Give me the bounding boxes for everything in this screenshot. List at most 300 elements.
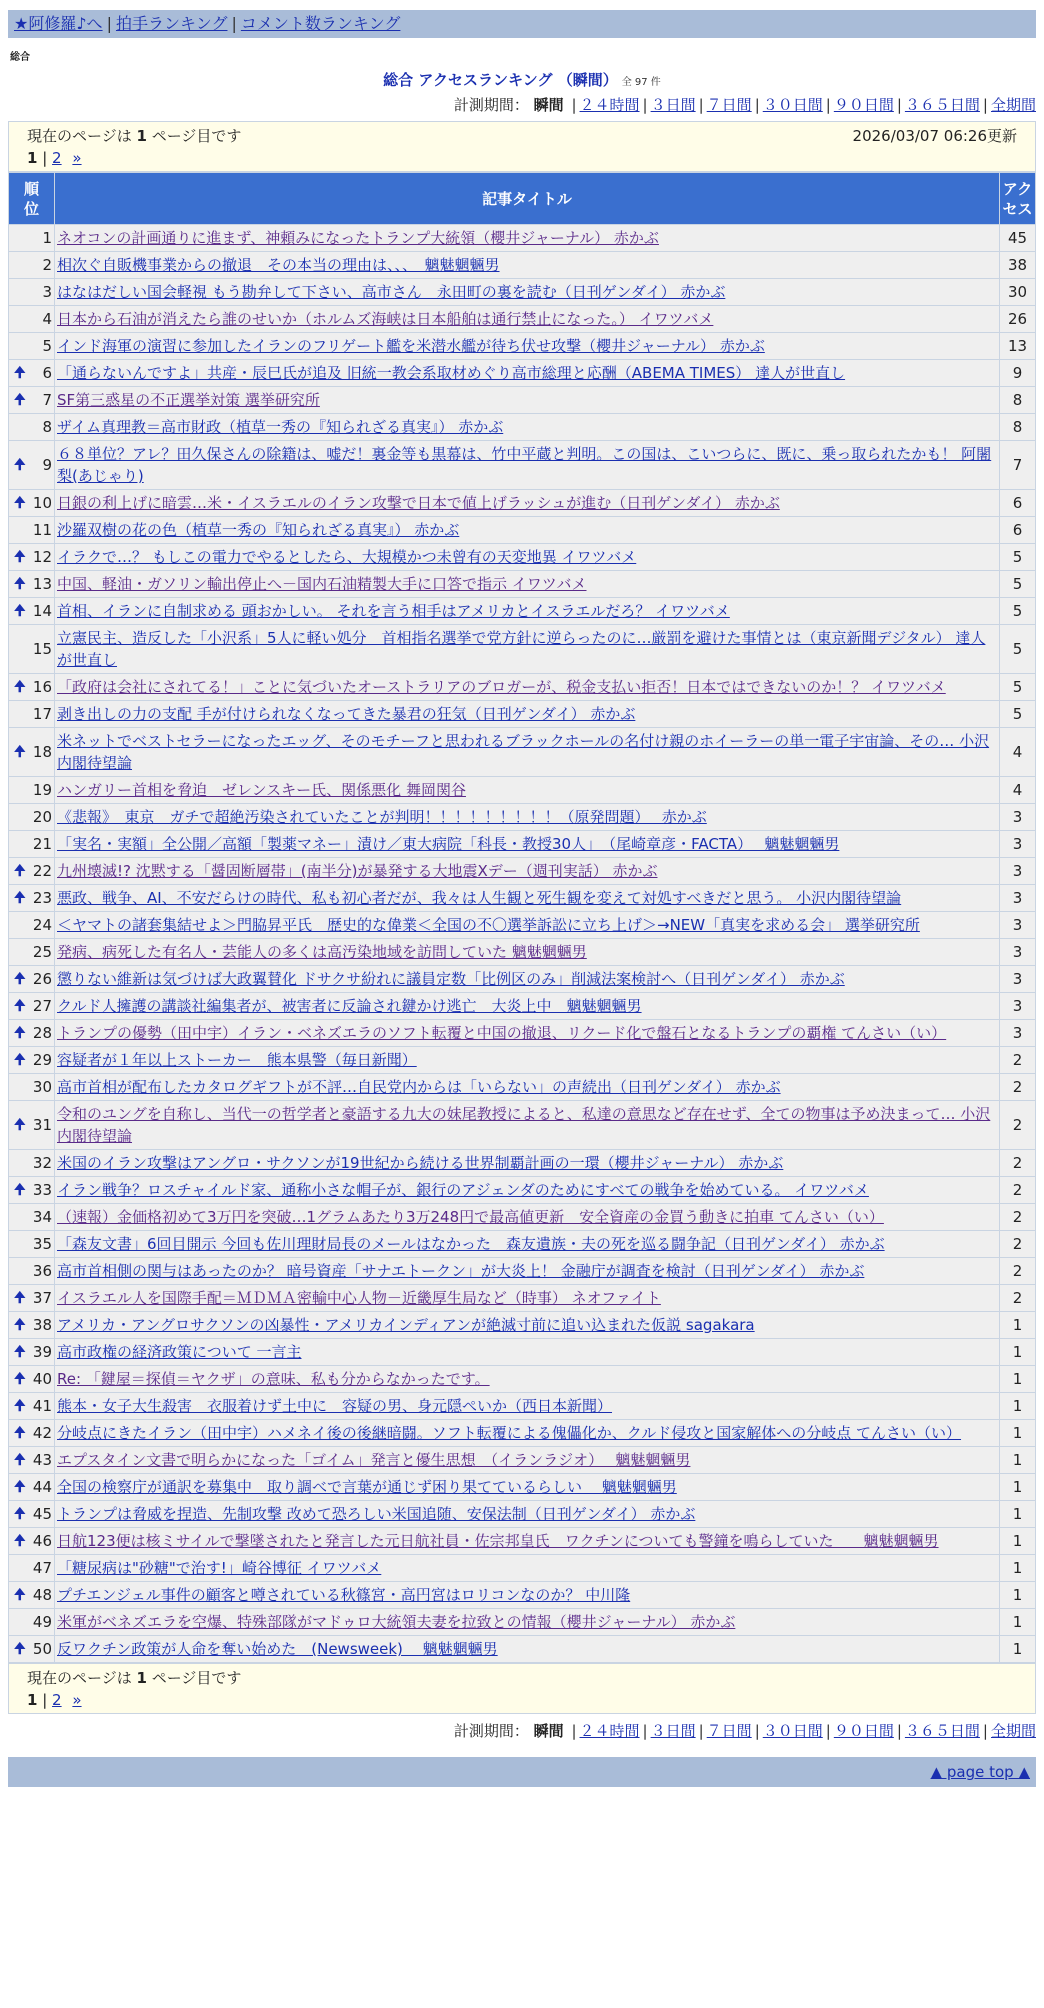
- title-cell: [55, 1312, 1000, 1339]
- next-page-link-bottom[interactable]: »: [72, 1691, 82, 1709]
- updated-time: 2026/03/07 06:26更新: [852, 127, 1017, 145]
- article-title-link[interactable]: 「政府は会社にされてる！」ことに気づいたオーストラリアのブロガーが、税金支払い拒否！日本ではできないのか！？ イワツバメ: [57, 678, 946, 696]
- rank-up-arrow-icon: 🠉: [14, 1344, 26, 1360]
- access-count: 5: [1000, 571, 1036, 598]
- page-status: 現在のページは 1 ページ目です: [27, 127, 242, 145]
- clap-ranking-link[interactable]: 拍手ランキング: [115, 14, 228, 33]
- access-count: 8: [1000, 414, 1036, 441]
- table-row: [9, 993, 1036, 1020]
- title-cell: [55, 1555, 1000, 1582]
- title-cell: [55, 306, 1000, 333]
- table-row: [9, 490, 1036, 517]
- nav-separator: |: [231, 14, 237, 33]
- article-title-link[interactable]: イスラエル人を国際手配＝ＭＤＭＡ密輸中心人物－近畿厚生局など（時事） ネオファイト: [57, 1289, 661, 1307]
- access-count: 1: [1000, 1555, 1036, 1582]
- table-row: [9, 1528, 1036, 1555]
- table-row: [9, 674, 1036, 701]
- article-title-link[interactable]: 米ネットでベストセラーになったエッグ、そのモチーフと思われるブラックホールの名付け親のホイーラーの単一電子宇宙論、その… 小沢内閣待望論: [57, 732, 990, 772]
- title-cell: [55, 1101, 1000, 1150]
- rank-cell: [9, 993, 55, 1020]
- period-option-link[interactable]: ２４時間: [579, 1722, 640, 1740]
- title-cell: [55, 490, 1000, 517]
- article-title-link[interactable]: ザイム真理教＝高市財政（植草一秀の『知られざる真実』） 赤かぶ: [57, 418, 504, 436]
- article-title-link[interactable]: 高市政権の経済政策について 一言主: [57, 1343, 302, 1361]
- rank-cell: [9, 858, 55, 885]
- article-title-link[interactable]: イラクで…？ もしこの電力でやるとしたら、大規模かつ未曾有の天変地異 イワツバメ: [57, 548, 637, 566]
- period-separator: |: [642, 96, 648, 114]
- access-count: 26: [1000, 306, 1036, 333]
- article-title-link[interactable]: 「通らないんですよ」共産・辰巳氏が追及 旧統一教会系取材めぐり高市総理と応酬（ABEMA TIMES） 達人が世直し: [57, 364, 846, 382]
- table-row: [9, 939, 1036, 966]
- table-row: [9, 333, 1036, 360]
- rank-up-arrow-icon: 🠉: [14, 457, 26, 473]
- rank-cell: [9, 966, 55, 993]
- table-row: [9, 598, 1036, 625]
- article-title-link[interactable]: 相次ぐ自販機事業からの撤退 その本当の理由は、、、 魑魅魍魎男: [57, 256, 500, 274]
- period-option-link[interactable]: 全期間: [990, 96, 1036, 114]
- period-label-bottom: 計測期間：: [453, 1722, 529, 1740]
- title-cell: [55, 1204, 1000, 1231]
- access-count: 2: [1000, 1285, 1036, 1312]
- period-separator: |: [896, 1722, 902, 1740]
- article-title-link[interactable]: 《悲報》 東京 ガチで超絶汚染されていたことが判明！！！！！！！！！（原発問題） 赤かぶ: [57, 808, 707, 826]
- table-row: [9, 1177, 1036, 1204]
- article-title-link[interactable]: 中国、軽油・ガソリン輸出停止へ－国内石油精製大手に口答で指示 イワツバメ: [57, 575, 587, 593]
- access-count: 3: [1000, 831, 1036, 858]
- table-row: [9, 728, 1036, 777]
- table-row: [9, 1447, 1036, 1474]
- article-title-link[interactable]: （速報）金価格初めて3万円を突破…1グラムあたり3万248円で最高値更新 安全資産の金買う動きに拍車 てんさい（い）: [57, 1208, 884, 1226]
- article-title-link[interactable]: 九州壊滅!? 沈黙する「醤固断層帯」(南半分)が暴発する大地震Xデー（週刊実話） 赤かぶ: [57, 862, 658, 880]
- rank-number: 16: [32, 678, 52, 696]
- rank-number: 33: [32, 1181, 52, 1199]
- article-title-link[interactable]: トランプの優勢（田中宇）イラン・ベネズエラのソフト転覆と中国の撤退、リクード化で盤石となるトランプの覇権 てんさい（い）: [57, 1024, 947, 1042]
- title-cell: [55, 625, 1000, 674]
- rank-cell: [9, 441, 55, 490]
- rank-up-arrow-icon: 🠉: [14, 1533, 26, 1549]
- access-count: 1: [1000, 1528, 1036, 1555]
- period-selector-bottom: [8, 1720, 1036, 1741]
- article-title-link[interactable]: 高市首相が配布したカタログギフトが不評…自民党内からは「いらない」の声続出（日刊ゲンダイ） 赤かぶ: [57, 1078, 781, 1096]
- rank-cell: [9, 777, 55, 804]
- article-title-link[interactable]: ハンガリー首相を脅迫 ゼレンスキー氏、関係悪化 舞岡関谷: [57, 781, 466, 799]
- rank-number: 26: [32, 970, 52, 988]
- title-cell: [55, 225, 1000, 252]
- period-current-bottom: 瞬間: [533, 1722, 564, 1740]
- top-nav: [8, 10, 1036, 38]
- rank-cell: [9, 1074, 55, 1101]
- page-title: [8, 69, 1036, 90]
- access-count: 45: [1000, 225, 1036, 252]
- article-title-link[interactable]: はなはだしい国会軽視 もう勘弁して下さい、高市さん 永田町の裏を読む（日刊ゲンダイ） 赤かぶ: [57, 283, 726, 301]
- rank-number: 10: [32, 494, 52, 512]
- table-row: [9, 360, 1036, 387]
- page-2-link-bottom[interactable]: 2: [52, 1691, 62, 1709]
- access-count: 7: [1000, 441, 1036, 490]
- comment-ranking-link[interactable]: コメント数ランキング: [240, 14, 401, 33]
- rank-number: 37: [32, 1289, 52, 1307]
- table-row: [9, 279, 1036, 306]
- access-count: 6: [1000, 517, 1036, 544]
- title-cell: [55, 701, 1000, 728]
- rank-number: 47: [32, 1559, 52, 1577]
- rank-up-arrow-icon: 🠉: [14, 890, 26, 906]
- article-title-link[interactable]: SF第三惑星の不正選挙対策 選挙研究所: [57, 391, 320, 409]
- rank-cell: [9, 1231, 55, 1258]
- table-row: [9, 544, 1036, 571]
- access-count: 1: [1000, 1339, 1036, 1366]
- access-count: 5: [1000, 674, 1036, 701]
- period-option-link[interactable]: ３０日間: [762, 1722, 823, 1740]
- title-cell: [55, 1285, 1000, 1312]
- article-title-link[interactable]: 米国のイラン攻撃はアングロ・サクソンが19世紀から続ける世界制覇計画の一環（櫻井ジャーナル） 赤かぶ: [57, 1154, 784, 1172]
- asyura-home-link[interactable]: ★阿修羅♪へ: [14, 14, 103, 33]
- rank-number: 35: [32, 1235, 52, 1253]
- rank-cell: [9, 939, 55, 966]
- rank-up-arrow-icon: 🠉: [14, 1290, 26, 1306]
- period-separator: |: [825, 96, 831, 114]
- table-row: [9, 1231, 1036, 1258]
- rank-up-arrow-icon: 🠉: [14, 365, 26, 381]
- rank-cell: [9, 1393, 55, 1420]
- rank-number: 50: [32, 1640, 52, 1658]
- table-row: [9, 1074, 1036, 1101]
- article-title-link[interactable]: 高市首相側の関与はあったのか？ 暗号資産「サナエトークン」が大炎上！ 金融庁が調査を検討（日刊ゲンダイ） 赤かぶ: [57, 1262, 865, 1280]
- period-separator: |: [754, 1722, 760, 1740]
- rank-number: 27: [32, 997, 52, 1015]
- total-count: 全 97 件: [621, 77, 661, 88]
- period-separator: |: [571, 1722, 577, 1740]
- table-row: [9, 966, 1036, 993]
- article-title-link[interactable]: ６８単位？アレ？田久保さんの除籍は、嘘だ！裏金等も黒幕は、竹中平蔵と判明。この国は、こいつらに、既に、乗っ取られたかも！ 阿闍梨(あじゃり): [57, 445, 992, 485]
- access-count: 3: [1000, 1020, 1036, 1047]
- article-title-link[interactable]: プチエンジェル事件の顧客と噂されている秋篠宮・高円宮はロリコンなのか？ 中川隆: [57, 1586, 631, 1604]
- table-row: [9, 1393, 1036, 1420]
- rank-number: 32: [32, 1154, 52, 1172]
- rank-cell: [9, 1528, 55, 1555]
- rank-cell: [9, 1636, 55, 1663]
- table-row: [9, 1047, 1036, 1074]
- access-count: 5: [1000, 544, 1036, 571]
- article-title-link[interactable]: 米軍がベネズエラを空爆、特殊部隊がマドゥロ大統領夫妻を拉致との情報（櫻井ジャーナル） 赤かぶ: [57, 1613, 736, 1631]
- table-row: [9, 414, 1036, 441]
- rank-number: 1: [42, 229, 52, 247]
- rank-number: 5: [42, 337, 52, 355]
- table-row: [9, 858, 1036, 885]
- page-2-link[interactable]: 2: [52, 149, 62, 167]
- period-option-link[interactable]: ３日間: [650, 96, 696, 114]
- period-selector-top: [8, 94, 1036, 115]
- period-option-link[interactable]: 全期間: [990, 1722, 1036, 1740]
- article-title-link[interactable]: エプスタイン文書で明らかになった「ゴイム」発言と優生思想 （イランラジオ） 魑魅魍魎男: [57, 1451, 691, 1469]
- article-title-link[interactable]: 分岐点にきたイラン（田中宇）ハメネイ後の後継暗闘。ソフト転覆による傀儡化か、クルド侵攻と国家解体への分岐点 てんさい（い）: [57, 1424, 962, 1442]
- rank-number: 42: [32, 1424, 52, 1442]
- nav-separator: |: [106, 14, 112, 33]
- rank-cell: [9, 1204, 55, 1231]
- rank-cell: [9, 252, 55, 279]
- title-cell: [55, 728, 1000, 777]
- access-count: 1: [1000, 1420, 1036, 1447]
- period-separator: |: [754, 96, 760, 114]
- rank-cell: [9, 1339, 55, 1366]
- rank-cell: [9, 674, 55, 701]
- rank-up-arrow-icon: 🠉: [14, 1479, 26, 1495]
- title-cell: [55, 966, 1000, 993]
- rank-cell: [9, 279, 55, 306]
- access-count: 2: [1000, 1101, 1036, 1150]
- rank-up-arrow-icon: 🠉: [14, 744, 26, 760]
- period-separator: |: [982, 1722, 988, 1740]
- rank-cell: [9, 1555, 55, 1582]
- access-count: 1: [1000, 1474, 1036, 1501]
- article-title-link[interactable]: 日銀の利上げに暗雲…米・イスラエルのイラン攻撃で日本で値上げラッシュが進む（日刊ゲンダイ） 赤かぶ: [57, 494, 780, 512]
- title-cell: [55, 1177, 1000, 1204]
- title-cell: [55, 1582, 1000, 1609]
- page-top-link[interactable]: ▲ page top ▲: [930, 1763, 1030, 1781]
- table-row: [9, 885, 1036, 912]
- period-option-link[interactable]: ３６５日間: [904, 96, 980, 114]
- title-cell: [55, 804, 1000, 831]
- rank-cell: [9, 225, 55, 252]
- rank-number: 25: [32, 943, 52, 961]
- rank-cell: [9, 598, 55, 625]
- title-cell: [55, 831, 1000, 858]
- access-count: 3: [1000, 804, 1036, 831]
- article-title-link[interactable]: ＜ヤマトの諸套集結せよ＞門脇昇平氏 歴史的な偉業＜全国の不〇選挙訴訟に立ち上げ＞→NEW「真実を求める会」 選挙研究所: [57, 916, 920, 934]
- rank-cell: [9, 1150, 55, 1177]
- access-count: 3: [1000, 912, 1036, 939]
- rank-cell: [9, 517, 55, 544]
- rank-cell: [9, 1285, 55, 1312]
- title-cell: [55, 1339, 1000, 1366]
- title-cell: [55, 1020, 1000, 1047]
- rank-cell: [9, 333, 55, 360]
- table-row: [9, 1258, 1036, 1285]
- access-count: 3: [1000, 885, 1036, 912]
- rank-number: 22: [32, 862, 52, 880]
- rank-up-arrow-icon: 🠉: [14, 1371, 26, 1387]
- article-title-link[interactable]: 熊本・女子大生殺害 衣服着けず土中に 容疑の男、身元隠ぺいか（西日本新聞）: [57, 1397, 613, 1415]
- article-title-link[interactable]: 立憲民主、造反した「小沢系」5人に軽い処分 首相指名選挙で党方針に逆らったのに…厳罰を避けた事情とは（東京新聞デジタル） 達人が世直し: [57, 629, 986, 669]
- rank-cell: [9, 1420, 55, 1447]
- rank-up-arrow-icon: 🠉: [14, 1025, 26, 1041]
- article-title-link[interactable]: 「森友文書」6回目開示 今回も佐川理財局長のメールはなかった 森友遺族・夫の死を巡る闘争記（日刊ゲンダイ） 赤かぶ: [57, 1235, 885, 1253]
- article-title-link[interactable]: 令和のユングを自称し、当代一の哲学者と豪語する九大の妹尾教授によると、私達の意思など存在せず、全ての物事は予め決まって… 小沢内閣待望論: [57, 1105, 991, 1145]
- rank-cell: [9, 804, 55, 831]
- rank-number: 20: [32, 808, 52, 826]
- access-count: 2: [1000, 1150, 1036, 1177]
- rank-number: 44: [32, 1478, 52, 1496]
- article-title-link[interactable]: 首相、イランに自制求める 頭おかしい。 それを言う相手はアメリカとイスラエルだろ？ イワツバメ: [57, 602, 730, 620]
- title-cell: [55, 517, 1000, 544]
- header-access: アクセス: [1000, 173, 1036, 225]
- article-title-link[interactable]: イラン戦争？ロスチャイルド家、通称小さな帽子が、銀行のアジェンダのためにすべての戦争を始めている。 イワツバメ: [57, 1181, 869, 1199]
- article-title-link[interactable]: 懲りない維新は気づけば大政翼賛化 ドサクサ紛れに議員定数「比例区のみ」削減法案検討へ（日刊ゲンダイ） 赤かぶ: [57, 970, 845, 988]
- rank-cell: [9, 1101, 55, 1150]
- rank-cell: [9, 1020, 55, 1047]
- access-count: 2: [1000, 1074, 1036, 1101]
- rank-number: 4: [42, 310, 52, 328]
- table-row: [9, 1420, 1036, 1447]
- rank-up-arrow-icon: 🠉: [14, 576, 26, 592]
- period-option-link[interactable]: ７日間: [706, 96, 752, 114]
- article-title-link[interactable]: 「糖尿病は"砂糖"で治す!」崎谷博征 イワツバメ: [57, 1559, 382, 1577]
- table-row: [9, 777, 1036, 804]
- article-title-link[interactable]: Re: 「鍵屋＝探偵＝ヤクザ」の意味、私も分からなかったです。: [57, 1370, 490, 1388]
- table-row: [9, 1339, 1036, 1366]
- title-cell: [55, 360, 1000, 387]
- rank-cell: [9, 306, 55, 333]
- period-option-link[interactable]: ３０日間: [762, 96, 823, 114]
- access-count: 4: [1000, 728, 1036, 777]
- table-row: [9, 831, 1036, 858]
- title-cell: [55, 939, 1000, 966]
- header-rank: 順位: [9, 173, 55, 225]
- article-title-link[interactable]: 全国の検察庁が通訳を募集中 取り調べで言葉が通じず困り果てているらしい 魑魅魍魎男: [57, 1478, 677, 1496]
- table-row: [9, 625, 1036, 674]
- access-count: 2: [1000, 1231, 1036, 1258]
- rank-cell: [9, 625, 55, 674]
- access-count: 3: [1000, 966, 1036, 993]
- rank-number: 9: [42, 456, 52, 474]
- rank-up-arrow-icon: 🠉: [14, 971, 26, 987]
- period-option-link[interactable]: ３日間: [650, 1722, 696, 1740]
- rank-number: 39: [32, 1343, 52, 1361]
- article-title-link[interactable]: 悪政、戦争、AI、不安だらけの時代、私も初心者だが、我々は人生観と死生観を変えて対処すべきだと思う。 小沢内閣待望論: [57, 889, 902, 907]
- period-option-link[interactable]: ２４時間: [579, 96, 640, 114]
- next-page-link[interactable]: »: [72, 149, 82, 167]
- category-label: 総合: [10, 52, 30, 63]
- rank-number: 31: [32, 1116, 52, 1134]
- article-title-link[interactable]: 日航123便は核ミサイルで撃墜されたと発言した元日航社員・佐宗邦皇氏 ワクチンについても警鐘を鳴らしていた 魑魅魍魎男: [57, 1532, 939, 1550]
- article-title-link[interactable]: アメリカ・アングロサクソンの凶暴性・アメリカインディアンが絶滅寸前に追い込まれた仮説 sagakara: [57, 1316, 755, 1334]
- page-1-current-bottom: 1: [27, 1691, 38, 1709]
- rank-up-arrow-icon: 🠉: [14, 549, 26, 565]
- title-cell: [55, 414, 1000, 441]
- pager-top: 現在のページは 1 ページ目です 2026/03/07 06:26更新 1 | 2 »: [8, 121, 1036, 172]
- rank-number: 2: [42, 256, 52, 274]
- period-option-link[interactable]: ９０日間: [833, 96, 894, 114]
- title-cell: [55, 885, 1000, 912]
- rank-number: 28: [32, 1024, 52, 1042]
- access-count: 1: [1000, 1582, 1036, 1609]
- title-cell: [55, 1447, 1000, 1474]
- access-count: 9: [1000, 360, 1036, 387]
- rank-up-arrow-icon: 🠉: [14, 1052, 26, 1068]
- title-cell: [55, 1366, 1000, 1393]
- article-title-link[interactable]: クルド人擁護の講談社編集者が、被害者に反論され鍵かけ逃亡 大炎上中 魑魅魍魎男: [57, 997, 642, 1015]
- access-count: 5: [1000, 625, 1036, 674]
- period-option-link[interactable]: ３６５日間: [904, 1722, 980, 1740]
- table-row: [9, 225, 1036, 252]
- rank-cell: [9, 1366, 55, 1393]
- article-title-link[interactable]: 容疑者が１年以上ストーカー 熊本県警（毎日新聞）: [57, 1051, 417, 1069]
- table-row: [9, 804, 1036, 831]
- access-count: 2: [1000, 1177, 1036, 1204]
- title-cell: [55, 1393, 1000, 1420]
- rank-cell: [9, 387, 55, 414]
- rank-number: 18: [32, 743, 52, 761]
- table-row: [9, 701, 1036, 728]
- title-cell: [55, 993, 1000, 1020]
- rank-number: 19: [32, 781, 52, 799]
- title-cell: [55, 1528, 1000, 1555]
- rank-up-arrow-icon: 🠉: [14, 1452, 26, 1468]
- title-cell: [55, 1150, 1000, 1177]
- rank-number: 40: [32, 1370, 52, 1388]
- title-cell: [55, 1609, 1000, 1636]
- rank-cell: [9, 1474, 55, 1501]
- rank-number: 46: [32, 1532, 52, 1550]
- rank-cell: [9, 728, 55, 777]
- header-title: 記事タイトル: [55, 173, 1000, 225]
- title-cell: [55, 387, 1000, 414]
- article-title-link[interactable]: 反ワクチン政策が人命を奪い始めた (Newsweek) 魑魅魍魎男: [57, 1640, 498, 1658]
- access-count: 1: [1000, 1636, 1036, 1663]
- rank-cell: [9, 414, 55, 441]
- access-count: 30: [1000, 279, 1036, 306]
- period-separator: |: [642, 1722, 648, 1740]
- rank-number: 30: [32, 1078, 52, 1096]
- title-cell: [55, 1074, 1000, 1101]
- article-title-link[interactable]: 発病、病死した有名人・芸能人の多くは高汚染地域を訪問していた 魑魅魍魎男: [57, 943, 587, 961]
- rank-up-arrow-icon: 🠉: [14, 495, 26, 511]
- rank-up-arrow-icon: 🠉: [14, 1182, 26, 1198]
- period-separator: |: [571, 96, 577, 114]
- rank-number: 38: [32, 1316, 52, 1334]
- rank-number: 49: [32, 1613, 52, 1631]
- rank-cell: [9, 1047, 55, 1074]
- rank-number: 48: [32, 1586, 52, 1604]
- period-label: 計測期間：: [453, 96, 529, 114]
- article-title-link[interactable]: トランプは脅威を捏造、先制攻撃 改めて恐ろしい米国追随、安保法制（日刊ゲンダイ） 赤かぶ: [57, 1505, 696, 1523]
- access-count: 2: [1000, 1204, 1036, 1231]
- rank-up-arrow-icon: 🠉: [14, 863, 26, 879]
- rank-number: 29: [32, 1051, 52, 1069]
- title-cell: [55, 1258, 1000, 1285]
- rank-cell: [9, 831, 55, 858]
- rank-number: 43: [32, 1451, 52, 1469]
- rank-cell: [9, 1312, 55, 1339]
- rank-up-arrow-icon: 🠉: [14, 679, 26, 695]
- article-title-link[interactable]: 沙羅双樹の花の色（植草一秀の『知られざる真実』） 赤かぶ: [57, 521, 460, 539]
- rank-up-arrow-icon: 🠉: [14, 1398, 26, 1414]
- access-count: 3: [1000, 939, 1036, 966]
- rank-cell: [9, 1501, 55, 1528]
- title-cell: [55, 571, 1000, 598]
- access-count: 1: [1000, 1609, 1036, 1636]
- rank-number: 14: [32, 602, 52, 620]
- table-row: [9, 1366, 1036, 1393]
- access-count: 13: [1000, 333, 1036, 360]
- article-title-link[interactable]: 日本から石油が消えたら誰のせいか（ホルムズ海峡は日本船舶は通行禁止になった。） イワツバメ: [57, 310, 714, 328]
- access-count: 1: [1000, 1312, 1036, 1339]
- article-title-link[interactable]: インド海軍の演習に参加したイランのフリゲート艦を米潜水艦が待ち伏せ攻撃（櫻井ジャーナル） 赤かぶ: [57, 337, 765, 355]
- access-count: 4: [1000, 777, 1036, 804]
- rank-number: 6: [42, 364, 52, 382]
- article-title-link[interactable]: 剥き出しの力の支配 手が付けられなくなってきた暴君の狂気（日刊ゲンダイ） 赤かぶ: [57, 705, 636, 723]
- article-title-link[interactable]: ネオコンの計画通りに進まず、神頼みになったトランプ大統領（櫻井ジャーナル） 赤かぶ: [57, 229, 659, 247]
- pager-bottom: 現在のページは 1 ページ目です 1 | 2 »: [8, 1663, 1036, 1714]
- period-option-link[interactable]: ９０日間: [833, 1722, 894, 1740]
- rank-cell: [9, 912, 55, 939]
- rank-up-arrow-icon: 🠉: [14, 1117, 26, 1133]
- article-title-link[interactable]: 「実名・実額」全公開／高額「製薬マネー」漬け／東大病院「科長・教授30人」 （尾崎章彦・FACTA） 魑魅魍魎男: [57, 835, 840, 853]
- access-count: 1: [1000, 1447, 1036, 1474]
- period-option-link[interactable]: ７日間: [706, 1722, 752, 1740]
- table-row: [9, 1609, 1036, 1636]
- table-row: [9, 571, 1036, 598]
